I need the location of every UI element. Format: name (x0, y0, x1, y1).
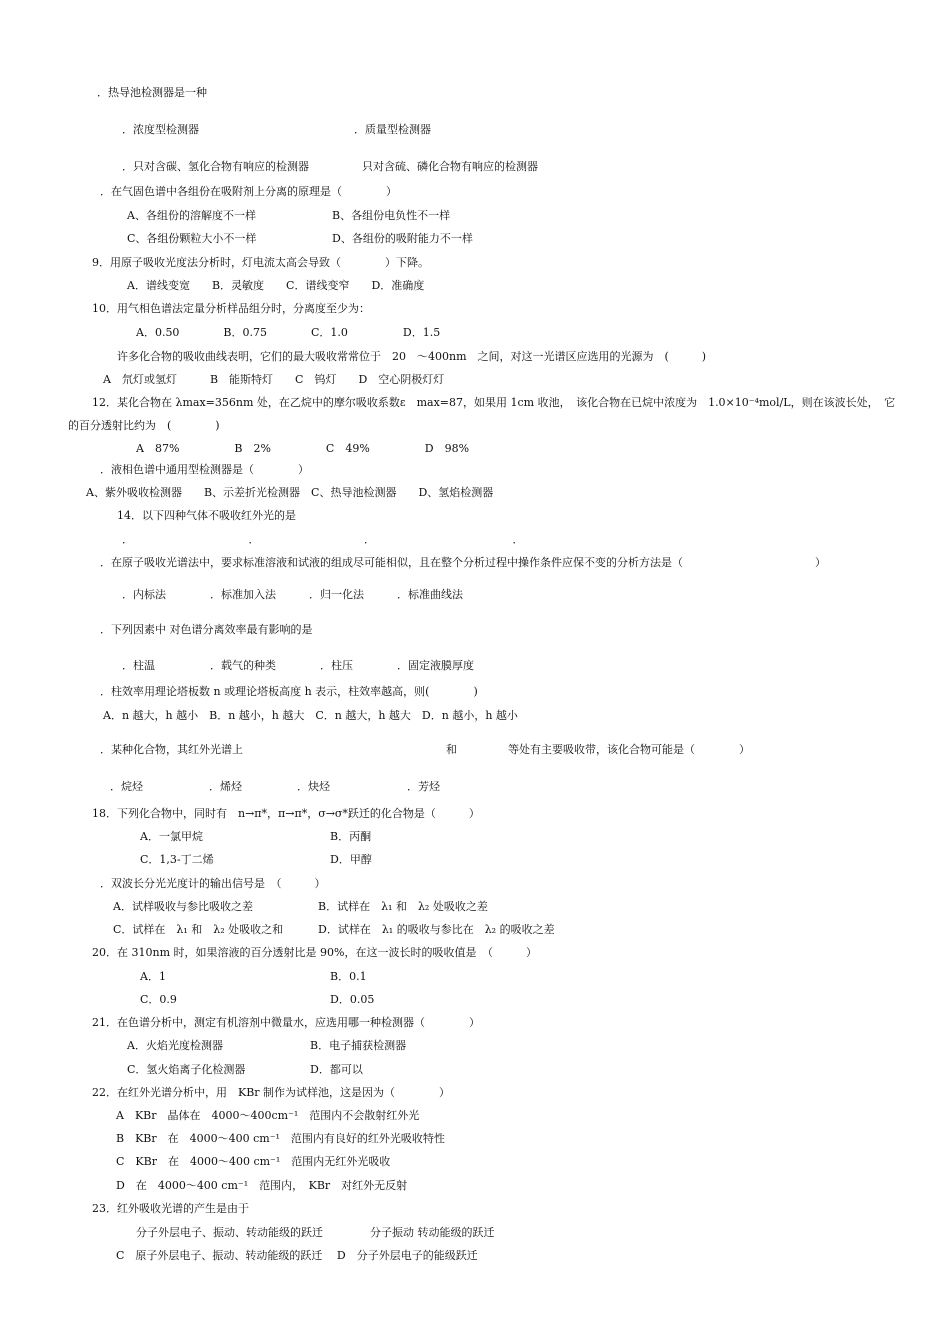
question-text-line: D．试样在 λ₁ 的吸收与参比在 λ₂ 的吸收之差 (318, 923, 555, 936)
question-text-line: D．甲醇 (330, 853, 372, 866)
question-text-line: ．液相色谱中通用型检测器是（ ） (100, 463, 309, 476)
question-text-line: D 在 4000～400 cm⁻¹ 范围内， KBr 对红外无反射 (116, 1179, 408, 1192)
question-text-line: C 原子外层电子、振动、转动能级的跃迁 D 分子外层电子的能级跃迁 (116, 1249, 478, 1262)
question-text-line: ．浓度型检测器 (122, 123, 199, 136)
question-text-line: ．内标法 ．标准加入法 ．归一化法 ．标准曲线法 (122, 588, 463, 601)
question-text-line: 12．某化合物在 λmax=356nm 处，在乙烷中的摩尔吸收系数ε max=87，如果用 1cm 收池， 该化合物在已烷中浓度为 1.0×10⁻⁴mol/L，则在该波长处， 它 (92, 396, 896, 409)
question-text-line: 的百分透射比约为 ( ) (68, 419, 220, 432)
question-text-line: D．0.05 (330, 993, 375, 1006)
question-text-line: ．烷烃 ．烯烃 ．炔烃 ．芳烃 (110, 780, 440, 793)
question-text-line: B．试样在 λ₁ 和 λ₂ 处吸收之差 (318, 900, 488, 913)
question-text-line: A、紫外吸收检测器 B、示差折光检测器 C、热导池检测器 D、氢焰检测器 (86, 486, 494, 499)
question-text-line: 9．用原子吸收光度法分析时，灯电流太高会导致（ ）下降。 (92, 256, 429, 269)
question-text-line: B．0.1 (330, 970, 367, 983)
question-text-line: 21．在色谱分析中，测定有机溶剂中微量水，应选用哪一种检测器（ ） (92, 1016, 480, 1029)
question-text-line: ．热导池检测器是一种 (97, 86, 207, 99)
question-text-line: ．柱效率用理论塔板数 n 或理论塔板高度 h 表示，柱效率越高，则( ) (100, 685, 478, 698)
question-text-line: 18．下列化合物中，同时有 n→π*，π→π*，σ→σ*跃迁的化合物是（ ） (92, 807, 480, 820)
question-text-line: A．1 (140, 970, 166, 983)
question-text-line: ．某种化合物，其红外光谱上 (100, 743, 243, 756)
question-text-line: 14．以下四种气体不吸收红外光的是 (117, 509, 296, 522)
question-text-line: A．试样吸收与参比吸收之差 (113, 900, 253, 913)
question-text-line: B、各组份电负性不一样 (332, 209, 451, 222)
question-text-line: A KBr 晶体在 4000～400cm⁻¹ 范围内不会散射红外光 (116, 1109, 420, 1122)
question-text-line: D．都可以 (310, 1063, 363, 1076)
question-text-line: ．柱温 ．载气的种类 ．柱压 ．固定液膜厚度 (122, 659, 474, 672)
question-text-line: D、各组份的吸附能力不一样 (332, 232, 473, 245)
question-text-line: 22．在红外光谱分析中，用 KBr 制作为试样池，这是因为（ ） (92, 1086, 451, 1099)
question-text-line: ．在气固色谱中各组份在吸附剂上分离的原理是（ ） (100, 185, 397, 198)
question-text-line: A 87% B 2% C 49% D 98% (136, 442, 470, 455)
question-text-line: C．试样在 λ₁ 和 λ₂ 处吸收之和 (113, 923, 284, 936)
question-text-line: C KBr 在 4000～400 cm⁻¹ 范围内无红外光吸收 (116, 1155, 391, 1168)
question-text-line: A．一氯甲烷 (140, 830, 203, 843)
question-text-line: ． ． ． ． (122, 533, 524, 546)
question-text-line: B．电子捕获检测器 (310, 1039, 407, 1052)
question-text-line: A、各组份的溶解度不一样 (127, 209, 256, 222)
question-text-line: 等处有主要吸收带，该化合物可能是（ ） (508, 743, 750, 756)
question-text-line: ．只对含碳、氢化合物有响应的检测器 (122, 160, 309, 173)
question-text-line: 20．在 310nm 时，如果溶液的百分透射比是 90%，在这一波长时的吸收值是 （ ） (92, 946, 537, 959)
question-text-line: 分子外层电子、振动、转动能级的跃迁 (136, 1226, 323, 1239)
question-text-line: ．质量型检测器 (354, 123, 431, 136)
question-text-line: C、各组份颗粒大小不一样 (127, 232, 257, 245)
question-text-line: 许多化合物的吸收曲线表明，它们的最大吸收常常位于 20 ～400nm 之间，对这一光谱区应选用的光源为 ( ) (117, 350, 707, 363)
question-text-line: A．火焰光度检测器 (127, 1039, 223, 1052)
question-text-line: 分子振动 转动能级的跃迁 (370, 1226, 495, 1239)
question-text-line: C．1,3-丁二烯 (140, 853, 214, 866)
question-text-line: 23．红外吸收光谱的产生是由于 (92, 1202, 249, 1215)
question-text-line: B KBr 在 4000～400 cm⁻¹ 范围内有良好的红外光吸收特性 (116, 1132, 445, 1145)
question-text-line: C．0.9 (140, 993, 177, 1006)
question-text-line: 和 (446, 743, 457, 756)
question-text-line: A．谱线变宽 B．灵敏度 C．谱线变窄 D．准确度 (127, 279, 425, 292)
question-text-line: A．0.50 B．0.75 C．1.0 D．1.5 (136, 326, 441, 339)
question-text-line: A．n 越大，h 越小 B．n 越小，h 越大 C．n 越大，h 越大 D．n 越小，h 越小 (103, 709, 518, 722)
question-text-line: A 氘灯或氢灯 B 能斯特灯 C 钨灯 D 空心阴极灯灯 (103, 373, 445, 386)
question-text-line: C．氢火焰离子化检测器 (127, 1063, 246, 1076)
question-text-line: ．双波长分光光度计的输出信号是 （ ） (100, 877, 326, 890)
question-text-line: 10．用气相色谱法定量分析样品组分时，分离度至少为： (92, 302, 370, 315)
question-text-line: ．在原子吸收光谱法中，要求标准溶液和试液的组成尽可能相似，且在整个分析过程中操作条件应保不变的分析方法是（ ） (100, 556, 826, 569)
question-text-line: ．下列因素中 对色谱分离效率最有影响的是 (100, 623, 313, 636)
question-text-line: B．丙酮 (330, 830, 372, 843)
question-text-line: 只对含硫、磷化合物有响应的检测器 (362, 160, 538, 173)
